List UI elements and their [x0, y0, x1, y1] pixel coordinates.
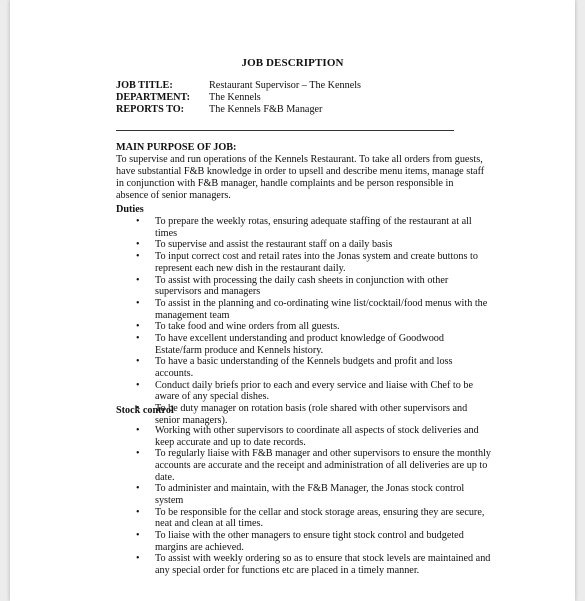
- list-item: • To prepare the weekly rotas, ensuring adequate staffing of the restaurant at all times: [136, 216, 491, 239]
- list-item: • Working with other supervisors to coordinate all aspects of stock deliveries and keep accurate and up to date records.: [136, 425, 491, 448]
- list-item: • To have a basic understanding of the Kennels budgets and profit and loss accounts.: [136, 356, 491, 379]
- list-item: • To be responsible for the cellar and stock storage areas, ensuring they are secure, neat and clean at all times.: [136, 507, 491, 530]
- purpose-text: To supervise and run operations of the Kennels Restaurant. To take all orders from guests, have substantial F&B knowledge in order to upsell and describe menu items, manage staff in conjunction with F&B manager, handle complaints and be person responsible in absence of senior managers.: [116, 154, 485, 201]
- list-item: • To liaise with the other managers to ensure tight stock control and budgeted margins are achieved.: [136, 530, 491, 553]
- meta-value: Restaurant Supervisor – The Kennels: [209, 80, 362, 91]
- duties-list: [136, 216, 491, 427]
- list-item: • To take food and wine orders from all guests.: [136, 321, 491, 333]
- list-item: • To input correct cost and retail rates into the Jonas system and create buttons to represent each new dish in the restaurant daily.: [136, 251, 491, 274]
- duties-heading: Duties: [116, 204, 144, 215]
- purpose-heading: MAIN PURPOSE OF JOB:: [116, 142, 237, 153]
- meta-value: The Kennels: [209, 92, 261, 103]
- divider: [116, 130, 454, 131]
- list-item: • Conduct daily briefs prior to each and every service and liaise with Chef to be aware of any special dishes.: [136, 380, 491, 403]
- purpose-section: [116, 142, 488, 202]
- list-item: • To assist with processing the daily cash sheets in conjunction with other supervisors and managers: [136, 275, 491, 298]
- list-item: • To regularly liaise with F&B manager and other supervisors to ensure the monthly accounts are accurate and the receipt and administration of all deliveries are up to date.: [136, 448, 491, 483]
- list-item: • To administer and maintain, with the F&B Manager, the Jonas stock control system: [136, 483, 491, 506]
- list-item: • To supervise and assist the restaurant staff on a daily basis: [136, 239, 491, 251]
- stock-list: [136, 425, 491, 577]
- list-item: • To assist in the planning and co-ordinating wine list/cocktail/food menus with the management team: [136, 298, 491, 321]
- meta-label: JOB TITLE:: [116, 80, 173, 91]
- meta-label: REPORTS TO:: [116, 104, 185, 115]
- meta-row-department: [116, 92, 361, 104]
- job-meta: [116, 80, 361, 116]
- list-item: • To be duty manager on rotation basis (role shared with other supervisors and senior managers).: [136, 403, 491, 426]
- stock-heading: Stock control: [116, 405, 174, 416]
- document-title: JOB DESCRIPTION: [241, 57, 344, 69]
- document-page: [10, 0, 575, 601]
- list-item: • To have excellent understanding and product knowledge of Goodwood Estate/farm produce and Kennels history.: [136, 333, 491, 356]
- meta-value: The Kennels F&B Manager: [209, 104, 323, 115]
- meta-row-job-title: [116, 80, 361, 92]
- meta-row-reports-to: [116, 104, 361, 116]
- list-item: • To assist with weekly ordering so as to ensure that stock levels are maintained and any special order for functions etc are placed in a timely manner.: [136, 553, 491, 576]
- meta-label: DEPARTMENT:: [116, 92, 190, 103]
